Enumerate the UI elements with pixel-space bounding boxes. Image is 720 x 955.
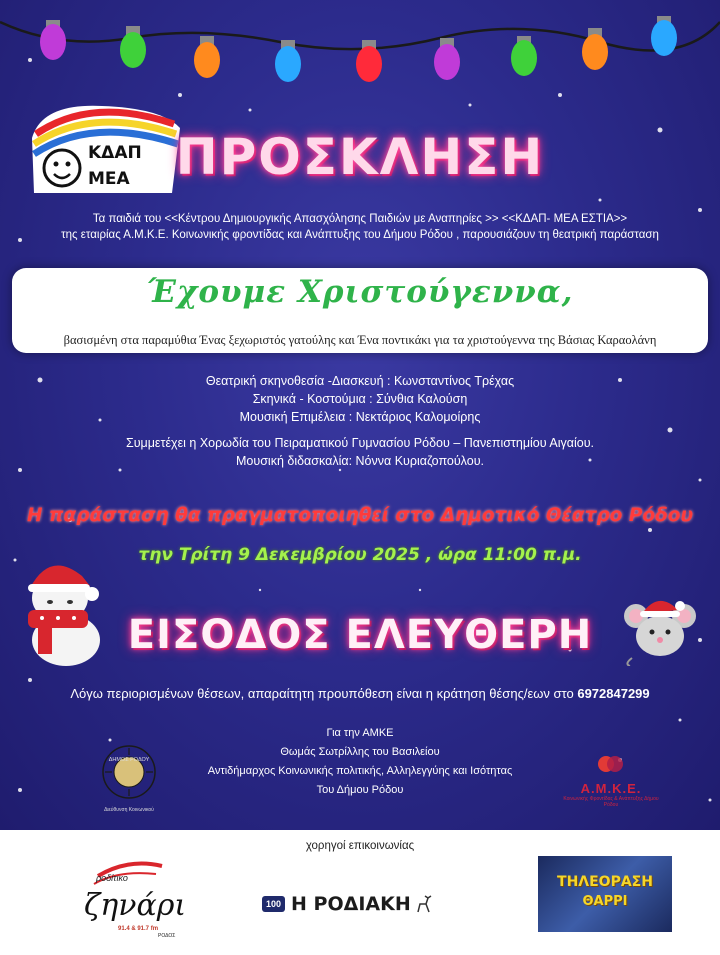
municipality-emblem [90,744,168,813]
reservation-phone[interactable]: 6972847299 [577,686,650,701]
credit-sets: Σκηνικά - Κοστούμια : Σύνθια Καλούση [252,392,468,406]
tv-name-2: ΘΑΡΡΙ [582,894,628,909]
play-source: βασισμένη στα παραμύθια Ένας ξεχωριστός γατούλης και Ένα ποντικάκι για τα χριστούγεννα της Βάσιας Καραολάνη [63,333,657,347]
signature-line-3: Αντιδήμαρχος Κοινωνικής πολιτικής, Αλληλεγγύης και Ισότητας [207,765,513,777]
credits-block [0,372,720,426]
intro-text [0,211,720,243]
tv-sponsor-logo [538,856,672,932]
credit-director: Θεατρική σκηνοθεσία -Διασκευή : Κωνσταντίνος Τρέχας [205,374,515,388]
emblem-left-name: ΔΗΜΟΣ ΡΟΔΟΥ [108,757,150,763]
page-title: ΠΡΟΣΚΛΗΣΗ [175,128,545,186]
event-date: την Τρίτη 9 Δεκεμβρίου 2025 , ώρα 11:00 π.μ. [138,545,582,565]
event-venue: Η παράσταση θα πραγματοποιηθεί στο Δημοτικό Θέατρο Ρόδου [26,505,694,526]
christmas-lights-icon [0,0,720,95]
radio-frequency: 91.4 & 91.7 fm [118,926,159,932]
choir-block [0,434,720,470]
free-entry-heading: ΕΙΣΟΔΟΣ ΕΛΕΥΘΕΡΗ [127,612,593,658]
rodiaki-badge: 100 [262,896,285,912]
tv-name-1: ΤΗΛΕΟΡΑΣΗ [557,874,653,890]
reservation-note [0,686,720,701]
play-title: Έχουμε Χριστούγεννα, [146,274,574,310]
sponsors-label: χορηγοί επικοινωνίας [305,840,415,852]
credit-teacher: Μουσική διδασκαλία: Νόννα Κυριαζοπούλου. [236,454,484,468]
deer-icon [414,894,434,914]
signature-line-1: Για την ΑΜΚΕ [326,727,394,739]
radio-city: ΡΟΔΟΣ [158,933,176,939]
rodiaki-sponsor-logo [262,892,434,916]
credit-choir: Συμμετέχει η Χορωδία του Πειραματικού Γυμνασίου Ρόδου – Πανεπιστημίου Αιγαίου. [125,436,595,450]
helios-emblem-icon [97,744,161,802]
reservation-text: Λόγω περιορισμένων θέσεων, απαραίτητη προυπόθεση είναι η κράτηση θέσης/εων στο [70,686,574,701]
amke-sub: Κοινωνικής Φροντίδας & Ανάπτυξης Δήμου Ρόδου [563,796,659,808]
signature-line-2: Θωμάς Σωτρίλλης του Βασιλείου [280,746,440,758]
radio-sponsor-logo [58,858,187,939]
emblem-left-sub: Διεύθυνση Κοινωνικού [104,807,154,813]
radio-word-1: ροδίτικο [96,873,128,883]
sponsors-footer [0,830,720,955]
svg-text:ΜΕΑ: ΜΕΑ [88,169,130,189]
rodiaki-name: Η ΡΟΔΙΑΚΗ [291,893,411,915]
amke-name: Α.Μ.Κ.Ε. [580,781,642,796]
intro-line-1: Τα παιδιά του <<Κέντρου Δημιουργικής Απασχόλησης Παιδιών με Αναπηρίες >> <<ΚΔΑΠ- ΜΕΑ ΕΣΤΙΑ>> [92,213,628,225]
amke-logo-icon [597,752,625,776]
amke-emblem [556,752,666,808]
svg-text:ΚΔΑΠ: ΚΔΑΠ [88,143,142,163]
intro-line-2: της εταιρίας Α.Μ.Κ.Ε. Κοινωνικής φροντίδας και Ανάπτυξης του Δήμου Ρόδου , παρουσιάζουν τη θεατρική παράσταση [61,229,659,241]
radio-word-2: ζηνάρι [84,888,187,923]
credit-music: Μουσική Επιμέλεια : Νεκτάριος Καλομοίρης [239,410,481,424]
signature-line-4: Του Δήμου Ρόδου [316,784,404,796]
